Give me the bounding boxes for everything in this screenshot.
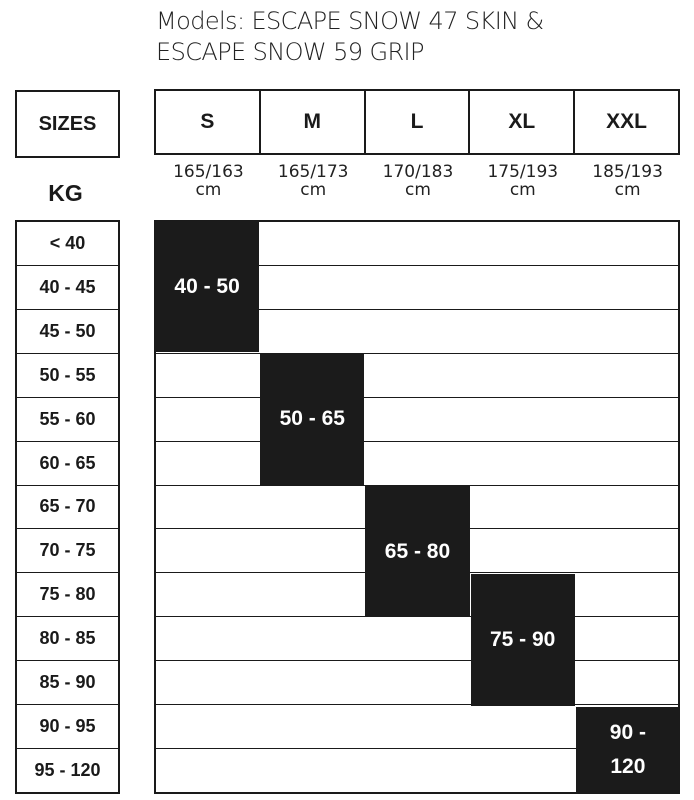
grid-cell: [574, 222, 678, 265]
height-l: [366, 163, 471, 199]
grid-cell: [156, 398, 260, 441]
grid-cell: [260, 310, 364, 353]
grid-cell: [156, 486, 260, 529]
grid-cell: [469, 529, 573, 572]
grid-row: [156, 661, 678, 705]
height-m: [261, 163, 366, 199]
grid-cell: [365, 266, 469, 309]
chart-title: [156, 6, 676, 68]
height-xxl: [575, 163, 680, 199]
grid-cell: [156, 661, 260, 704]
grid-cell: [574, 573, 678, 616]
grid-cell: [469, 266, 573, 309]
grid-cell: [574, 661, 678, 704]
weight-row: 90 - 95: [17, 705, 118, 749]
weight-row: 80 - 85: [17, 617, 118, 661]
grid-cell: [469, 310, 573, 353]
grid-row: [156, 398, 678, 442]
height-value: 165/163: [173, 162, 244, 182]
grid-cell: [365, 442, 469, 485]
grid-cell: [365, 398, 469, 441]
grid-cell: [574, 354, 678, 397]
grid-cell: [365, 661, 469, 704]
grid-cell: [469, 354, 573, 397]
weight-row: 70 - 75: [17, 529, 118, 573]
grid-cell: [260, 661, 364, 704]
height-xl: [470, 163, 575, 199]
grid-cell: [260, 222, 364, 265]
grid-cell: [260, 705, 364, 748]
weight-row: < 40: [17, 222, 118, 266]
height-row: [156, 163, 680, 199]
kg-label: KG: [48, 180, 83, 206]
size-m: M: [261, 91, 366, 153]
height-value: 185/193: [592, 162, 663, 182]
grid-cell: [469, 486, 573, 529]
grid-row: [156, 617, 678, 661]
weight-row: 85 - 90: [17, 661, 118, 705]
range-block-xxl: 90 - 120: [576, 707, 680, 794]
grid-cell: [365, 749, 469, 792]
range-block-m: 50 - 65: [260, 353, 364, 484]
weight-row: 75 - 80: [17, 573, 118, 617]
grid-cell: [260, 573, 364, 616]
title-line-1: Models: ESCAPE SNOW 47 SKIN &: [156, 7, 544, 35]
size-l: L: [366, 91, 471, 153]
grid-cell: [260, 617, 364, 660]
grid-cell: [156, 617, 260, 660]
grid-cell: [156, 705, 260, 748]
grid-cell: [260, 529, 364, 572]
grid-cell: [574, 617, 678, 660]
height-unit: cm: [195, 180, 222, 200]
grid-cell: [469, 705, 573, 748]
height-unit: cm: [405, 180, 431, 200]
grid-row: [156, 354, 678, 398]
sizes-header-label: SIZES: [15, 90, 120, 158]
title-line-2: ESCAPE SNOW 59 GRIP: [156, 38, 424, 66]
size-xxl: XXL: [575, 91, 680, 153]
grid-cell: [574, 398, 678, 441]
grid-cell: [156, 354, 260, 397]
size-header-row: [154, 89, 680, 155]
range-block-xl: 75 - 90: [471, 574, 575, 705]
grid-cell: [574, 486, 678, 529]
height-value: 170/183: [382, 162, 454, 182]
weight-row: 45 - 50: [17, 310, 118, 354]
grid-cell: [156, 749, 260, 792]
grid-cell: [156, 442, 260, 485]
grid-cell: [365, 222, 469, 265]
grid-cell: [469, 749, 573, 792]
size-xl: XL: [470, 91, 575, 153]
size-s: S: [156, 91, 261, 153]
weight-row: 50 - 55: [17, 354, 118, 398]
grid-cell: [365, 310, 469, 353]
grid-cell: [365, 705, 469, 748]
weight-row: 95 - 120: [34, 760, 101, 781]
grid-cell: [156, 573, 260, 616]
height-unit: cm: [300, 180, 327, 200]
grid-cell: [574, 442, 678, 485]
weight-row: 55 - 60: [17, 398, 118, 442]
grid-cell: [260, 266, 364, 309]
weight-row: 65 - 70: [17, 486, 118, 530]
height-value: 165/173: [277, 162, 349, 182]
range-block-l: 65 - 80: [365, 486, 469, 617]
height-s: [156, 163, 261, 199]
grid-cell: [365, 617, 469, 660]
grid-cell: [260, 749, 364, 792]
grid-cell: [574, 266, 678, 309]
weight-column: [15, 220, 120, 794]
range-block-s: 40 - 50: [155, 221, 259, 352]
grid-cell: [574, 310, 678, 353]
grid-cell: [156, 529, 260, 572]
grid-cell: [365, 354, 469, 397]
weight-row: 60 - 65: [17, 442, 118, 486]
grid-cell: [260, 486, 364, 529]
height-unit: cm: [614, 180, 641, 200]
grid-cell: [469, 442, 573, 485]
grid-cell: [469, 398, 573, 441]
height-value: 175/193: [487, 162, 559, 182]
grid-cell: [469, 222, 573, 265]
grid-cell: [574, 529, 678, 572]
weight-row: 40 - 45: [17, 266, 118, 310]
height-unit: cm: [509, 180, 536, 200]
grid-row: [156, 442, 678, 486]
